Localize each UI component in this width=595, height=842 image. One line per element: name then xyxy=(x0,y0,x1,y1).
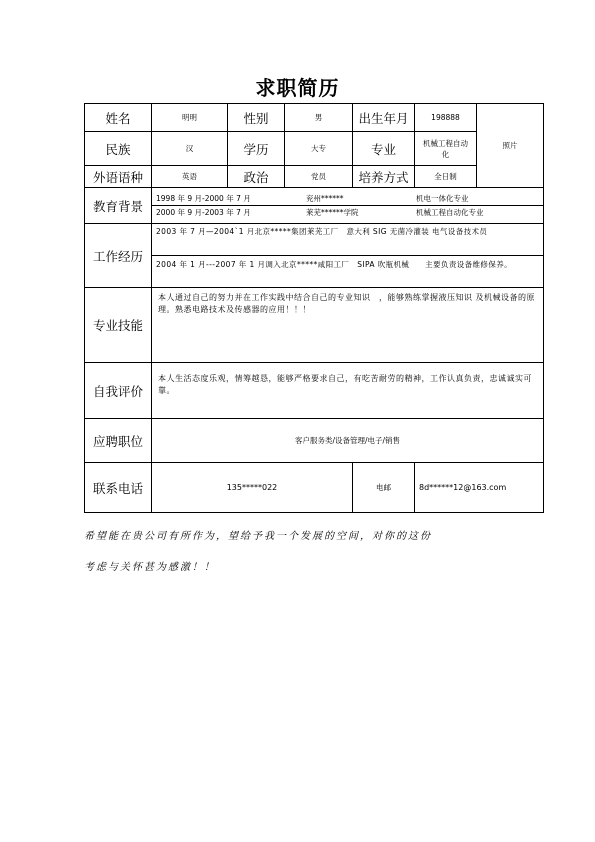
email-value: 8d******12@163.com xyxy=(415,463,544,513)
edu-period: 2000 年 9 月-2003 年 7 月 xyxy=(156,208,251,217)
politics-label: 政治 xyxy=(228,166,285,188)
work-entry: 2004 年 1 月---2007 年 1 月调入北京*****咸阳工厂 SIPA 吹瓶机械 主要负责设备维修保养。 xyxy=(152,255,543,287)
education-row xyxy=(152,192,543,205)
lang-value: 英语 xyxy=(152,166,228,188)
photo-label: 照片 xyxy=(502,141,518,150)
education-cell xyxy=(152,188,544,224)
self-eval-text: 本人生活态度乐观，情筹越恳，能够严格要求自己，有吃苦耐劳的精神，工作认真负责，忠诚诚实可靠。 xyxy=(152,363,544,419)
phone-label: 联系电话 xyxy=(85,463,152,513)
birth-label: 出生年月 xyxy=(353,104,415,132)
name-label: 姓名 xyxy=(85,104,152,132)
mode-label: 培养方式 xyxy=(353,166,415,188)
footer-line: 希望能在贵公司有所作为，望给予我一个发展的空间，对你的这份 xyxy=(84,531,432,542)
work-entry: 2003 年 7 月—2004`1 月北京*****集团莱芜工厂 意大利 SIG 无菌冷灌装 电气设备技术员 xyxy=(156,227,488,236)
politics-value: 党员 xyxy=(285,166,353,188)
skills-label: 专业技能 xyxy=(85,288,152,363)
edu-school: 兖州****** xyxy=(306,194,344,203)
edu-major: 机械工程自动化专业 xyxy=(416,208,484,217)
edu-major: 机电一体化专业 xyxy=(416,194,469,203)
skills-text: 本人通过自己的努力并在工作实践中结合自己的专业知识 ，能够熟练掌握液压知识 及机械设备的原理。熟悉电路技术及传感器的应用！！！ xyxy=(152,288,544,363)
position-label: 应聘职位 xyxy=(85,419,152,463)
lang-label: 外语语种 xyxy=(85,166,152,188)
work-label: 工作经历 xyxy=(85,224,152,288)
page-title: 求职简历 xyxy=(255,76,340,100)
education-label: 教育背景 xyxy=(85,188,152,224)
education-row xyxy=(152,205,543,219)
mode-value: 全日制 xyxy=(415,166,477,188)
edu-school: 莱芜******学院 xyxy=(306,208,359,217)
name-value: 明明 xyxy=(152,104,228,132)
edu-value: 大专 xyxy=(285,132,353,166)
footer-line: 考虑与关怀甚为感激！！ xyxy=(84,562,216,573)
photo-cell xyxy=(477,104,544,188)
gender-value: 男 xyxy=(285,104,353,132)
edu-label: 学历 xyxy=(228,132,285,166)
edu-period: 1998 年 9 月-2000 年 7 月 xyxy=(156,194,251,203)
ethnic-label: 民族 xyxy=(85,132,152,166)
major-label: 专业 xyxy=(353,132,415,166)
work-cell xyxy=(152,224,544,288)
gender-label: 性别 xyxy=(228,104,285,132)
resume-table xyxy=(84,103,544,513)
phone-value: 135*****022 xyxy=(152,463,353,513)
major-value: 机械工程自动化 xyxy=(415,132,477,166)
birth-value: 198888 xyxy=(415,104,477,132)
email-label: 电邮 xyxy=(353,463,415,513)
ethnic-value: 汉 xyxy=(152,132,228,166)
position-value: 客户服务类/设备管理/电子/销售 xyxy=(152,419,544,463)
self-eval-label: 自我评价 xyxy=(85,363,152,419)
